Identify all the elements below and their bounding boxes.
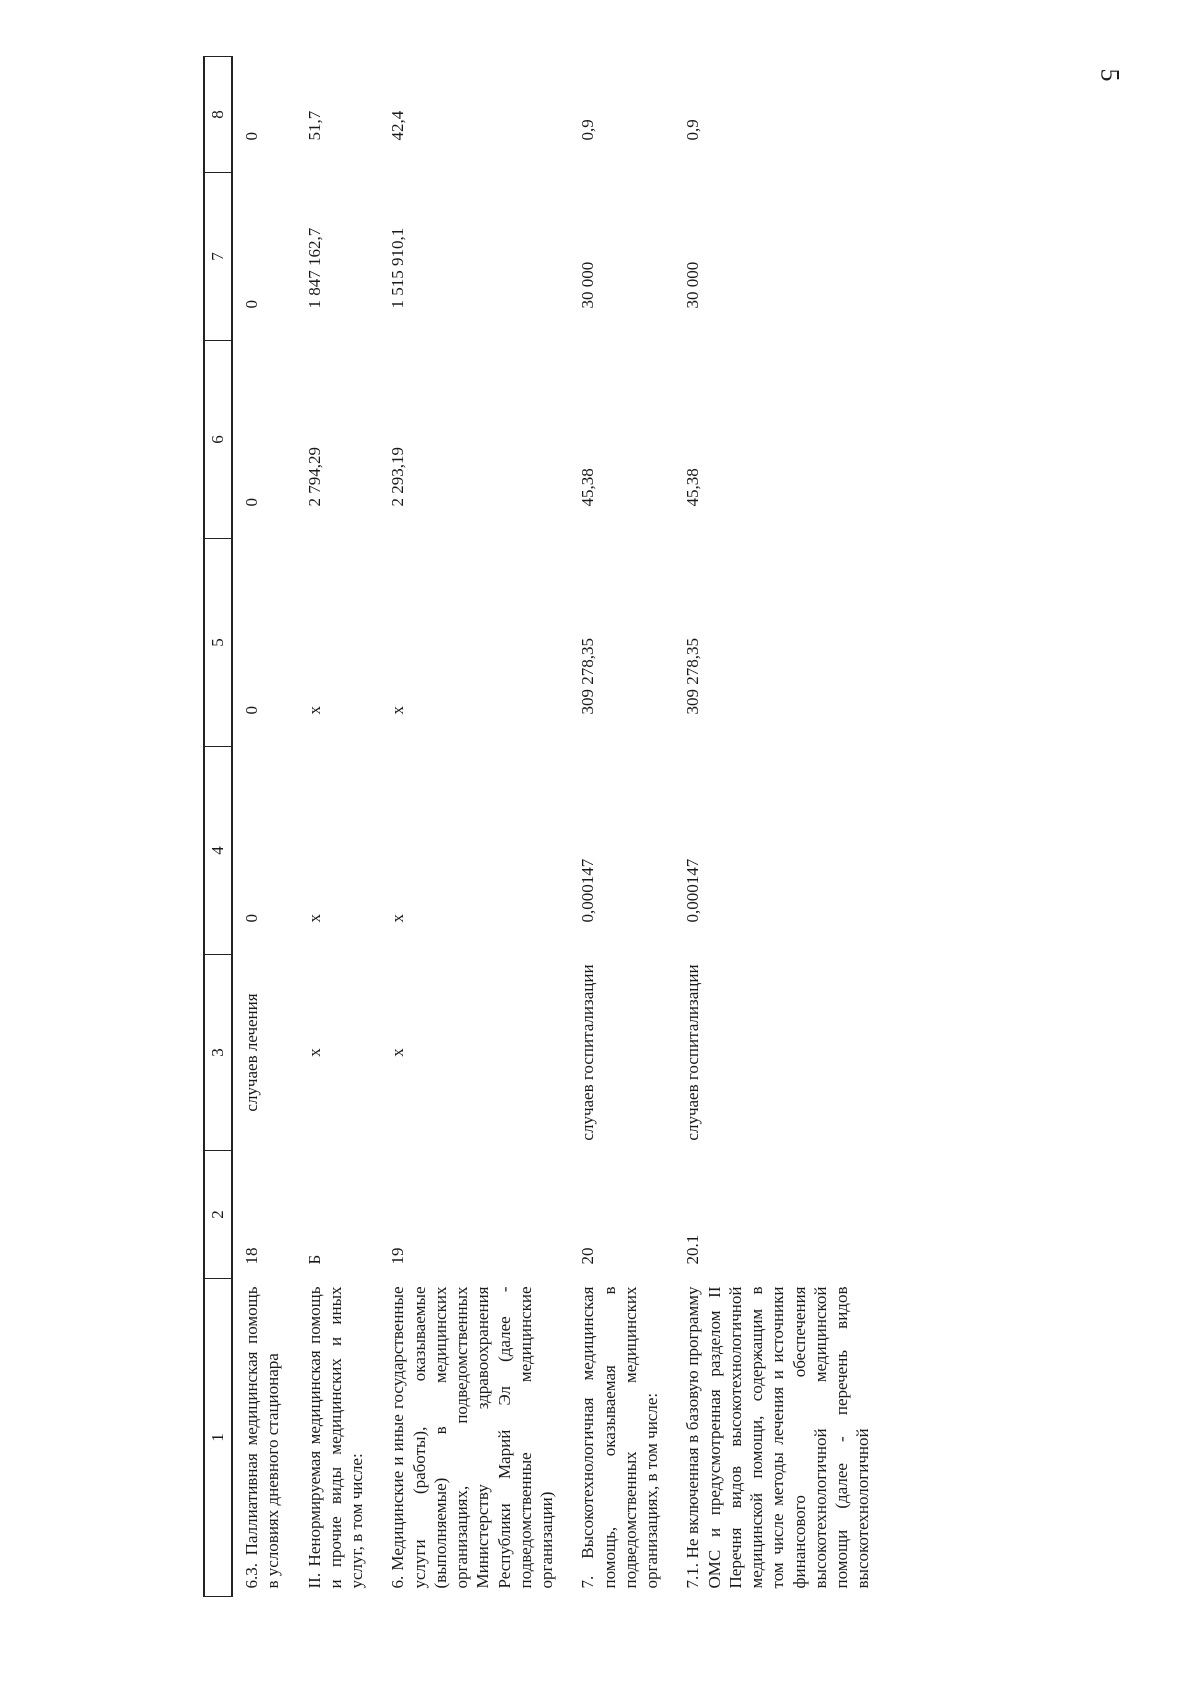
header-col-3: 3 [204, 955, 232, 1151]
row-unit: случаев лечения [242, 993, 261, 1112]
row-value-col8: 0,9 [683, 119, 703, 141]
row-value-col4: х [388, 914, 408, 923]
table-header-row [204, 57, 232, 1597]
header-col-6: 6 [204, 341, 232, 539]
row-unit: х [304, 1048, 324, 1057]
row-value-col8: 0 [242, 132, 261, 141]
row-value-col5: 0 [242, 706, 261, 715]
row-value-col5: х [304, 706, 324, 715]
rotated-page-content [203, 57, 1200, 1597]
row-value-col5: х [388, 706, 408, 715]
row-line-number: 18 [242, 1247, 261, 1265]
row-value-col6: 2 794,29 [304, 447, 324, 507]
header-col-2: 2 [204, 1151, 232, 1279]
row-description: 6.3. Паллиативная медицинская помощь в условиях дневного стационара [242, 1286, 283, 1589]
row-value-col7: 1 847 162,7 [304, 227, 324, 309]
table-row [232, 57, 296, 1597]
row-value-col6: 2 293,19 [388, 447, 408, 507]
table-row [674, 57, 885, 1597]
row-value-col4: х [304, 914, 324, 923]
row-unit: случаев госпитализации [578, 964, 598, 1141]
row-line-number: 19 [388, 1247, 408, 1265]
row-value-col7: 30 000 [683, 261, 703, 309]
header-col-8: 8 [204, 57, 232, 173]
row-value-col6: 0 [242, 498, 261, 507]
rotated-table-region [203, 57, 1200, 1589]
data-table [203, 56, 886, 1597]
row-value-col5: 309 278,35 [683, 638, 703, 715]
row-description: 7. Высокотехнологичная медицинская помощь, оказываемая в подведомственных медицинских организациях, в том числе: [578, 1286, 661, 1589]
header-col-7: 7 [204, 173, 232, 341]
row-value-col6: 45,38 [683, 468, 703, 507]
row-description: 6. Медицинские и иные государственные услуги (работы), оказываемые (выполняемые) в медицинских организациях, подведомственных Министерству здравоохранения Республики Марий Эл (далее - подведомственные медицинские организации) [388, 1286, 556, 1589]
row-value-col5: 309 278,35 [578, 638, 598, 715]
row-value-col8: 51,7 [304, 110, 324, 141]
row-value-col4: 0,000147 [683, 858, 703, 923]
row-description: II. Ненормируемая медицинская помощь и прочие виды медицинских и иных услуг, в том числе: [304, 1286, 366, 1589]
row-value-col6: 45,38 [578, 468, 598, 507]
header-col-1: 1 [204, 1279, 232, 1597]
row-line-number: 20.1 [683, 1234, 703, 1265]
row-line-number: 20 [578, 1247, 598, 1265]
row-value-col4: 0,000147 [578, 858, 598, 923]
table-row [379, 57, 569, 1597]
row-description: 7.1. Не включенная в базовую программу ОМС и предусмотренная разделом II Перечня видов высокотехнологичной медицинской помощи, содержащим в том числе методы лечения и источники финансового обеспечения высокотехнологичной медицинской помощи (далее - перечень видов высокотехнологичной [683, 1286, 873, 1589]
header-col-4: 4 [204, 747, 232, 955]
table-row [569, 57, 674, 1597]
row-unit: х [388, 1048, 408, 1057]
row-value-col8: 42,4 [388, 110, 408, 141]
table-row [296, 57, 380, 1597]
page-number: 5 [1095, 68, 1125, 82]
row-value-col8: 0,9 [578, 119, 598, 141]
row-value-col7: 0 [242, 300, 261, 309]
header-col-5: 5 [204, 539, 232, 747]
row-value-col7: 30 000 [578, 261, 598, 309]
row-value-col4: 0 [242, 914, 261, 923]
row-line-number: Б [304, 1254, 324, 1265]
row-unit: случаев госпитализации [683, 964, 703, 1141]
row-value-col7: 1 515 910,1 [388, 227, 408, 309]
